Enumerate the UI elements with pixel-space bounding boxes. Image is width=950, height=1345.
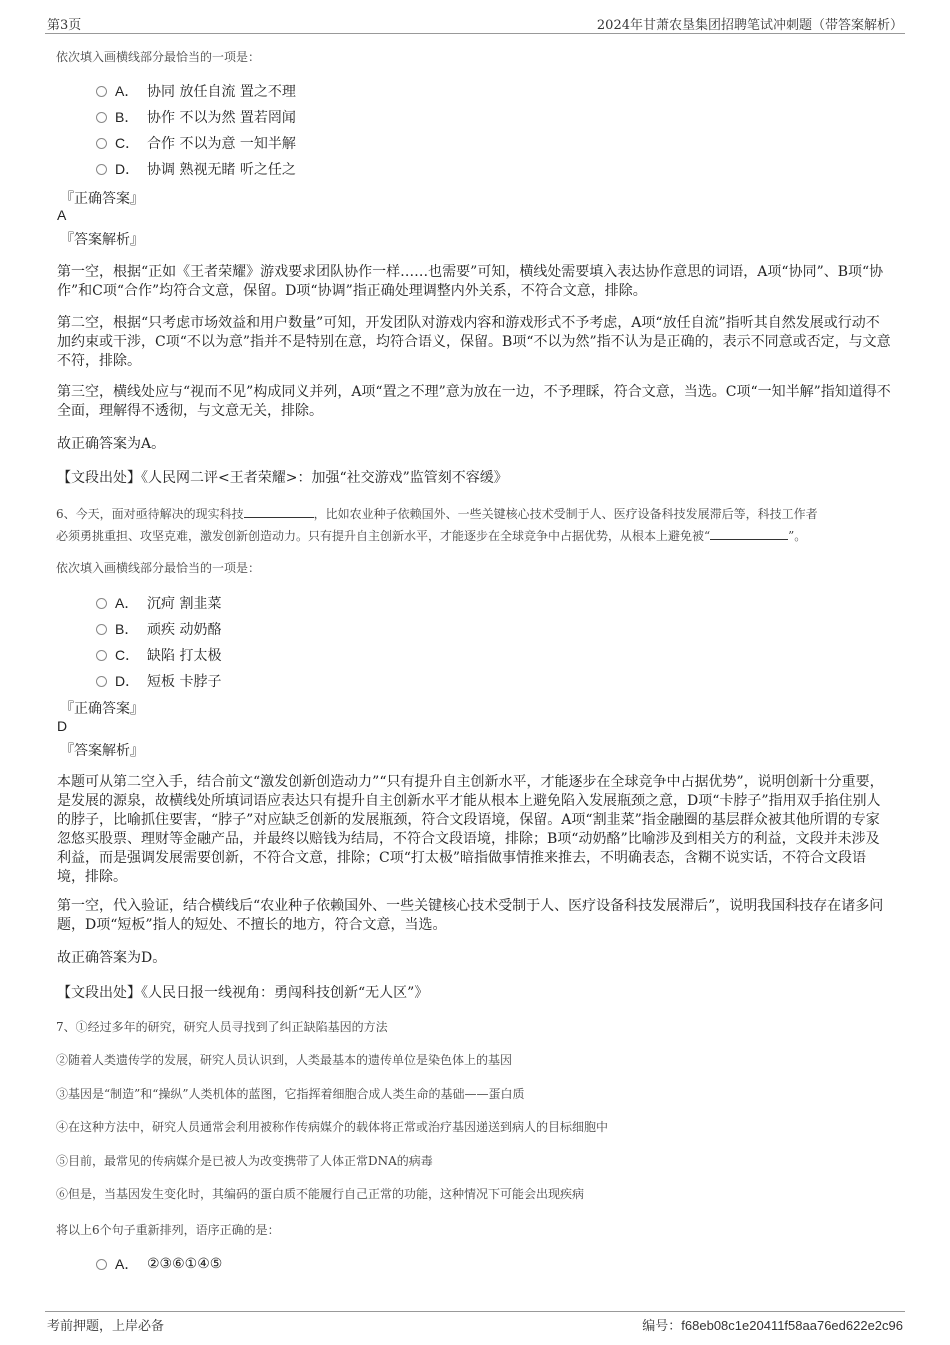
q5-analysis-p1: 第一空，根据“正如《王者荣耀》游戏要求团队协作一样……也需要”可知，横线处需要填入表达协作意思的词语，A项“协同”、B项“协作”和C项“合作”均符合文意，保留。D项“协调”指正确处理调整内外关系，不符合文意，排除。 bbox=[57, 264, 884, 299]
radio-icon[interactable] bbox=[96, 624, 107, 635]
q6-analysis-label: 『答案解析』 bbox=[60, 743, 144, 759]
q5-analysis-p4: 故正确答案为A。 bbox=[57, 436, 166, 452]
q6-instruction: 依次填入画横线部分最恰当的一项是： bbox=[56, 561, 261, 575]
q5-analysis-p3: 第三空，横线处应与“视而不见”构成同义并列，A项“置之不理”意为放在一边，不予理睬，符合文意，当选。C项“一知半解”指知道得不全面，理解得不透彻，与文意无关，排除。 bbox=[57, 384, 891, 419]
radio-icon[interactable] bbox=[96, 650, 107, 661]
q7-sentence-3: ③基因是“制造”和“操纵”人类机体的蓝图，它指挥着细胞合成人类生命的基础——蛋白质 bbox=[56, 1087, 525, 1101]
q7-sentence-5: ⑤目前，最常见的传病媒介是已被人为改变携带了人体正常DNA的病毒 bbox=[56, 1154, 433, 1168]
q5-option-c[interactable]: C． 合作 不以为意 一知半解 bbox=[96, 132, 296, 154]
radio-icon[interactable] bbox=[96, 676, 107, 687]
radio-icon[interactable] bbox=[96, 1259, 107, 1270]
q6-analysis-p3: 故正确答案为D。 bbox=[57, 950, 167, 966]
radio-icon[interactable] bbox=[96, 164, 107, 175]
document-id: 编号：f68eb08c1e20411f58aa76ed622e2c96 bbox=[642, 1318, 903, 1333]
q7-option-a[interactable]: A． ②③⑥①④⑤ bbox=[96, 1253, 222, 1275]
q6-analysis-p2: 第一空，代入验证，结合横线后“农业种子依赖国外、一些关键核心技术受制于人、医疗设备科技发展滞后”，说明我国科技存在诸多问题，D项“短板”指人的短处、不擅长的地方，符合文意，当选。 bbox=[57, 898, 884, 933]
q6-source: 【文段出处】《人民日报一线视角：勇闯科技创新“无人区”》 bbox=[57, 985, 429, 1001]
footer-slogan: 考前押题，上岸必备 bbox=[47, 1319, 165, 1334]
blank-2 bbox=[710, 528, 788, 540]
page-footer bbox=[45, 1311, 905, 1334]
q6-stem: 6、今天，面对亟待解决的现实科技 ，比如农业种子依赖国外、一些关键核心技术受制于人、医疗设备科技发展滞后等，科技工作者 必须勇挑重担、攻坚克难，激发创新创造动力。只有提升自主创新水平，才能逐步在全球竞争中占据优势，从根本上避免被“ ”。 bbox=[56, 507, 818, 543]
q6-option-d[interactable]: D． 短板 卡脖子 bbox=[96, 670, 221, 692]
q7-sentence-4: ④在这种方法中，研究人员通常会利用被称作传病媒介的载体将正常或治疗基因递送到病人的目标细胞中 bbox=[56, 1120, 609, 1134]
radio-icon[interactable] bbox=[96, 86, 107, 97]
q5-option-a[interactable]: A． 协同 放任自流 置之不理 bbox=[96, 80, 296, 102]
q5-option-d[interactable]: D． 协调 熟视无睹 听之任之 bbox=[96, 158, 296, 180]
q5-instruction: 依次填入画横线部分最恰当的一项是： bbox=[56, 50, 261, 64]
q6-option-a[interactable]: A． 沉疴 割韭菜 bbox=[96, 592, 221, 614]
q7-sentence-1: 7、①经过多年的研究，研究人员寻找到了纠正缺陷基因的方法 bbox=[56, 1020, 388, 1034]
q5-answer: A bbox=[57, 207, 67, 223]
q5-answer-label: 『正确答案』 bbox=[60, 191, 144, 207]
q6-answer-label: 『正确答案』 bbox=[60, 701, 144, 717]
page-header bbox=[45, 14, 905, 34]
q6-option-c[interactable]: C． 缺陷 打太极 bbox=[96, 644, 221, 666]
page-number: 第3页 bbox=[47, 18, 82, 33]
q7-instruction: 将以上6个句子重新排列，语序正确的是： bbox=[56, 1223, 280, 1237]
q5-analysis-label: 『答案解析』 bbox=[60, 232, 144, 248]
q6-answer: D bbox=[57, 718, 68, 734]
q5-source: 【文段出处】《人民网二评<王者荣耀>：加强“社交游戏”监管刻不容缓》 bbox=[57, 470, 508, 486]
q6-analysis-p1: 本题可从第二空入手，结合前文“激发创新创造动力”“只有提升自主创新水平，才能逐步在全球竞争中占据优势”，说明创新十分重要，是发展的源泉，故横线处所填词语应表达只有提升自主创新水平才能从根本上避免陷入发展瓶颈之意，D项“卡脖子”指用双手掐住别人的脖子，比喻抓住要害，“脖子”对应缺乏创新的发展瓶颈，符合文段语境，保留。A项“割韭菜”指金融圈的基层群众被其他所谓的专家忽悠买股票、理财等金融产品，并最终以赔钱为结局，不符合文段语境，排除；B项“动奶酪”比喻涉及到相关方的利益，文段并未涉及利益，而是强调发展需要创新，不符合文意，排除；C项“打太极”暗指做事情推来推去，不明确表态，含糊不说实话，不符合文段语境，排除。 bbox=[57, 774, 884, 885]
document-title: 2024年甘萧农垦集团招聘笔试冲刺题（带答案解析） bbox=[596, 18, 903, 33]
blank-1 bbox=[244, 506, 314, 518]
q7-sentence-2: ②随着人类遗传学的发展，研究人员认识到，人类最基本的遗传单位是染色体上的基因 bbox=[56, 1053, 513, 1067]
q5-option-b[interactable]: B． 协作 不以为然 置若罔闻 bbox=[96, 106, 296, 128]
radio-icon[interactable] bbox=[96, 598, 107, 609]
radio-icon[interactable] bbox=[96, 112, 107, 123]
q5-analysis-p2: 第二空，根据“只考虑市场效益和用户数量”可知，开发团队对游戏内容和游戏形式不予考虑，A项“放任自流”指听其自然发展或行动不加约束或干涉，C项“不以为意”指并不是特别在意，均符合语义，保留。B项“不以为然”指不认为是正确的，表示不同意或否定，与文意不符，排除。 bbox=[57, 315, 891, 369]
q6-option-b[interactable]: B． 顽疾 动奶酪 bbox=[96, 618, 221, 640]
q7-sentence-6: ⑥但是，当基因发生变化时，其编码的蛋白质不能履行自己正常的功能，这种情况下可能会出现疾病 bbox=[56, 1187, 585, 1201]
radio-icon[interactable] bbox=[96, 138, 107, 149]
